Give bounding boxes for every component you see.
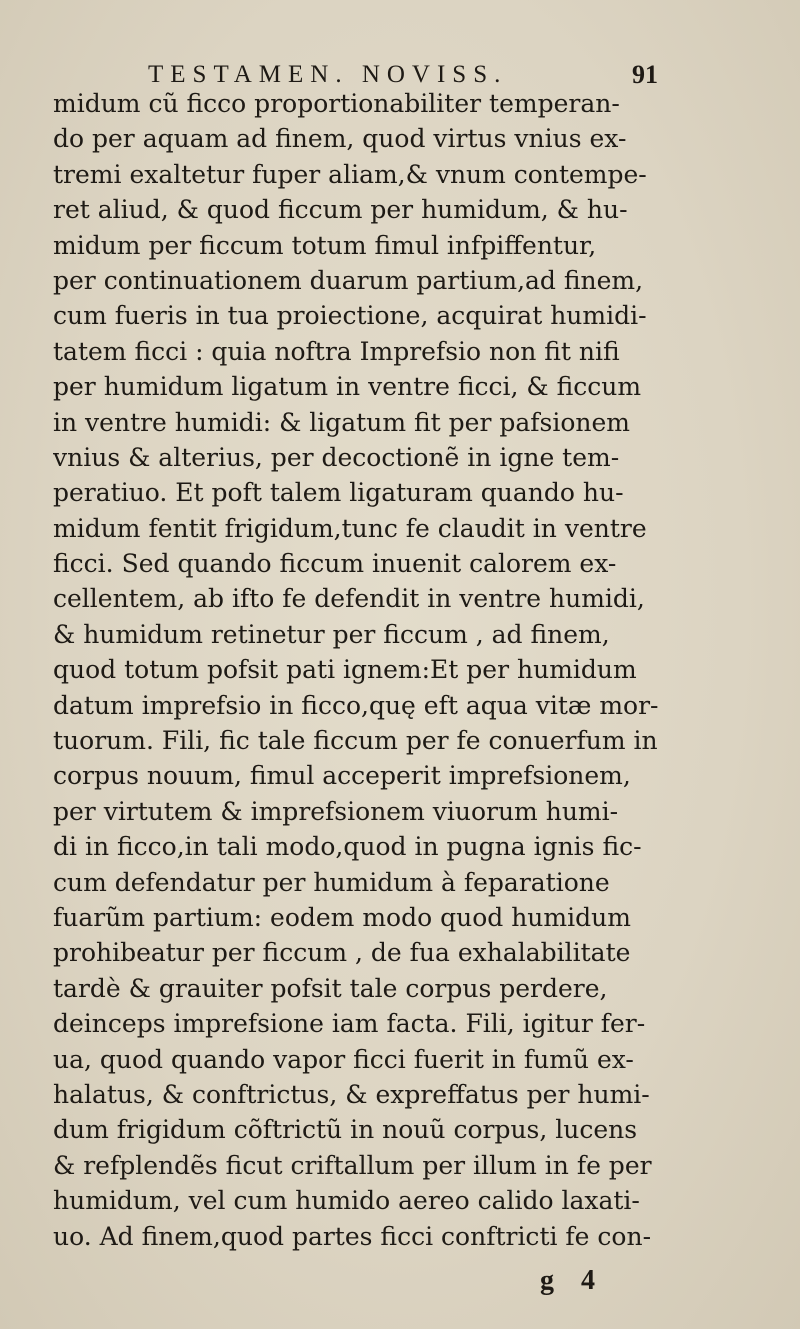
text-line: per continuationem duarum partium,ad finem, [53,265,644,295]
text-line: per humidum ligatum in ventre ficci, & ficcum [53,372,642,402]
text-line: tatem ficci : quia noftra Imprefsio non fit nifi [53,336,620,366]
text-line: dum frigidum cõftrictũ in nouũ corpus, lucens [53,1115,638,1145]
text-line: prohibeatur per ficcum , de fua exhalabilitate [53,938,631,968]
text-line: quod totum pofsit pati ignem:Et per humidum [53,655,637,685]
text-line: cum defendatur per humidum à feparatione [53,867,610,897]
text-line: ua, quod quando vapor ficci fuerit in fumũ ex- [53,1044,634,1074]
signature-mark: g 4 [540,1265,605,1296]
text-line: humidum, vel cum humido aereo calido laxati- [53,1186,640,1216]
text-line: do per aquam ad finem, quod virtus vnius ex- [53,124,627,154]
text-line: midum per ficcum totum fimul infpiffentur, [53,230,597,260]
text-line: corpus nouum, fimul acceperit imprefsionem, [53,761,631,791]
text-line: di in ficco,in tali modo,quod in pugna ignis fic- [53,832,642,862]
text-line: tremi exaltetur fuper aliam,& vnum contempe- [53,159,647,189]
page-number: 91 [632,60,658,89]
text-line: fuarũm partium: eodem modo quod humidum [53,902,631,932]
text-line: peratiuo. Et poft talem ligaturam quando hu- [53,478,624,508]
text-line: deinceps imprefsione iam facta. Fili, igitur fer- [53,1009,646,1039]
text-line: per virtutem & imprefsionem viuorum humi- [53,796,619,826]
text-line: vnius & alterius, per decoctionẽ in igne tem- [53,442,620,472]
text-line: tuorum. Fili, fic tale ficcum per fe conuerfum in [53,726,658,756]
text-line: midum fentit frigidum,tunc fe claudit in ventre [53,513,647,543]
text-line: & humidum retinetur per ficcum , ad finem, [53,619,610,649]
running-head-title: TESTAMEN. NOVISS. [148,61,508,88]
text-line: halatus, & conftrictus, & expreffatus per humi- [53,1079,650,1109]
text-line: cum fueris in tua proiectione, acquirat humidi- [53,301,647,331]
text-line: datum imprefsio in ficco,quę eft aqua vitæ mor- [53,690,659,720]
text-line: ret aliud, & quod ficcum per humidum, & hu- [53,195,628,225]
text-line: in ventre humidi: & ligatum fit per pafsionem [53,407,630,437]
text-line: midum cũ ficco proportionabiliter temperan- [53,89,620,118]
text-line: tardè & grauiter pofsit tale corpus perdere, [53,973,608,1003]
text-line: & refplendẽs ficut criftallum per illum in fe per [53,1150,652,1180]
text-line: ficci. Sed quando ficcum inuenit calorem ex- [53,549,617,579]
text-line: cellentem, ab ifto fe defendit in ventre humidi, [53,584,645,614]
body-text [53,86,673,1254]
text-line: uo. Ad finem,quod partes ficci conftricti fe con- [53,1221,652,1251]
